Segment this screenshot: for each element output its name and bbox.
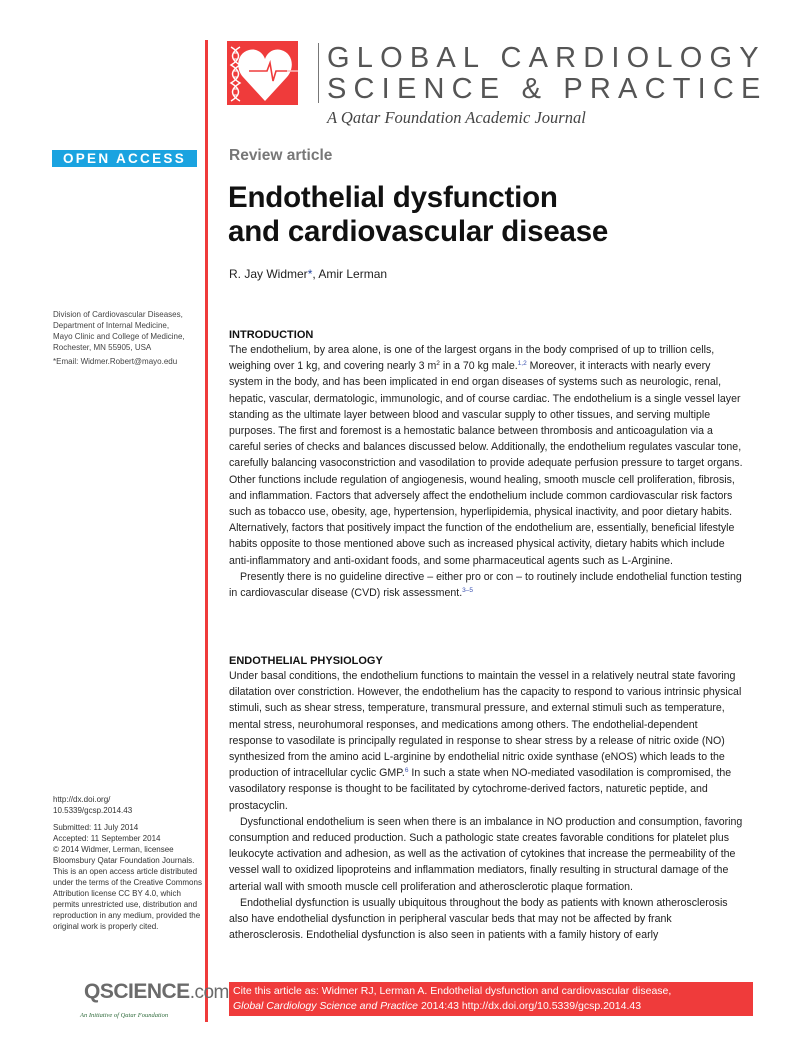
- author-list: [229, 267, 387, 281]
- corresponding-email[interactable]: *Email: Widmer.Robert@mayo.edu: [53, 357, 178, 366]
- text-run: Presently there is no guideline directive – either pro or con – to routinely include endothelial function testing in cardiovascular disease (CVD) risk assessment.: [229, 570, 742, 600]
- text-run: In such a state when NO-mediated vasodilation is compromised, the vasodilatory response is thought to be facilitated by cytochrome-derived factors, naturetic peptide, and prostacyclin.: [229, 767, 732, 812]
- doi-line2[interactable]: 10.5339/gcsp.2014.43: [53, 806, 133, 815]
- text-run: Moreover, it interacts with nearly every system in the body, and has been implicated in end organ diseases of systems such as neurologic, renal, hepatic, vascular, dermatologic, immunologic, and of course cardiac. The endothelium is a single vessel layer standing as the ultimate layer between blood and vascular supply to other tissues, and serving multiple purposes. The first and foremost is a hemostatic balance between thrombosis and anticoagulation via a careful series of checks and balances discussed below. Additionally, the endothelium regulates vascular tone, carefully balancing vasoconstriction and vasodilation to provide adequate perfusion pressure to target organs. Other functions include regulation of angiogenesis, wound healing, smooth muscle cell proliferation, fibrosis, and inflammation. Factors that adversely affect the endothelium include common cardiovascular risk factors such as tobacco use, obesity, age, hypertension, hyperlipidemia, physical inactivity, and poor dietary habits. Alternatively, factors that positively impact the function of the endothelium are, essentially, beneficial lifestyle habits opposite to those mentioned above such as increased physical activity, dietary habits which include anti-inflammatory and anti-oxidant foods, and some pharmaceutical agents such as L-Arginine.: [229, 360, 743, 567]
- citation-volume: 2014:43: [418, 1000, 462, 1012]
- author-affiliation: [53, 309, 203, 367]
- column-divider-line: [205, 40, 208, 1022]
- citation-doi-link[interactable]: http://dx.doi.org/10.5339/gcsp.2014.43: [461, 1000, 642, 1012]
- doi-link[interactable]: [53, 794, 203, 816]
- qscience-logo-domain: .com: [189, 982, 229, 1003]
- license-text: © 2014 Widmer, Lerman, licensee Bloomsbury Qatar Foundation Journals. This is an open access article distributed under the terms of the Creative Commons Attribution license CC BY 4.0, which permits unrestricted use, distribution and reproduction in any medium, provided the original work is properly cited.: [53, 845, 202, 931]
- paragraph: [229, 342, 744, 569]
- journal-name-line1: GLOBAL CARDIOLOGY: [327, 42, 766, 74]
- logo-divider: [318, 43, 319, 103]
- citation-line1: Cite this article as: Widmer RJ, Lerman A. Endothelial dysfunction and cardiovascular disease,: [233, 985, 672, 997]
- section-heading: ENDOTHELIAL PHYSIOLOGY: [229, 655, 383, 667]
- author-name: R. Jay Widmer: [229, 267, 308, 281]
- author-separator: ,: [312, 267, 319, 281]
- text-run: Under basal conditions, the endothelium functions to maintain the vessel in a relatively neutral state favoring dilatation over constriction. However, the endothelium has the capacity to respond to various intrinsic physical stimuli, such as shear stress, temperature, transmural pressure, and external stimuli such as temperature, mental stress, neurohumoral responses, and medications among others. The endothelial-dependent response to vasodilate is principally regulated in response to shear stress by a release of nitric oxide (NO) synthesized from the amino acid L-arginine by endothelial nitric oxide synthase (eNOS) which leads to the production of intracellular cyclic GMP.: [229, 670, 742, 780]
- title-line2: and cardiovascular disease: [228, 215, 609, 248]
- affiliation-line: Division of Cardiovascular Diseases,: [53, 310, 183, 319]
- title-line1: Endothelial dysfunction: [228, 181, 558, 214]
- citation-line2: [233, 999, 749, 1014]
- qscience-logo: [84, 980, 229, 1004]
- heart-ecg-dna-icon: [227, 41, 298, 105]
- qscience-logo-main: QSCIENCE: [84, 980, 190, 1003]
- reference-link[interactable]: 6: [404, 767, 409, 775]
- text-run: The endothelium, by area alone, is one of the largest organs in the body comprised of up to trillion cells, weighing over 1 kg, and covering nearly 3 m: [229, 344, 715, 373]
- affiliation-line: Mayo Clinic and College of Medicine,: [53, 332, 185, 341]
- section-body: [229, 342, 744, 601]
- section-introduction: [229, 328, 744, 601]
- text-run: in a 70 kg male.: [439, 360, 518, 373]
- paragraph: [229, 668, 744, 814]
- article-title: [228, 181, 608, 249]
- section-body: [229, 668, 744, 943]
- submitted-date: Submitted: 11 July 2014: [53, 823, 139, 832]
- reference-link[interactable]: 3–5: [462, 587, 473, 595]
- journal-logo: [227, 41, 768, 131]
- citation-box: [229, 982, 753, 1016]
- article-metadata: [53, 794, 203, 932]
- affiliation-line: Department of Internal Medicine,: [53, 321, 170, 330]
- article-type: Review article: [229, 147, 333, 164]
- open-access-badge: OPEN ACCESS: [52, 150, 197, 167]
- section-heading: INTRODUCTION: [229, 329, 314, 341]
- section-endothelial-physiology: [229, 654, 744, 943]
- author-name: Amir Lerman: [318, 267, 388, 281]
- journal-tagline: A Qatar Foundation Academic Journal: [327, 108, 586, 127]
- journal-name-line2: SCIENCE & PRACTICE: [327, 73, 768, 105]
- citation-journal: Global Cardiology Science and Practice: [233, 1000, 419, 1012]
- superscript: 2: [436, 360, 440, 368]
- affiliation-line: Rochester, MN 55905, USA: [53, 343, 152, 352]
- reference-link[interactable]: 1,2: [517, 360, 527, 368]
- corresponding-author-mark[interactable]: *: [307, 267, 313, 281]
- paragraph: Dysfunctional endothelium is seen when there is an imbalance in NO production and consumption, favoring consumption and reduced production. Such a pathologic state creates favorable conditions for platelet plus leukocyte activation and adhesion, as well as the activation of cytokines that increase the permeability of the vessel wall to oxidized lipoproteins and inflammation mediators, finally resulting in structural damage of the arterial wall with smooth muscle cell proliferation and atherosclerotic plaque formation.: [229, 815, 743, 893]
- accepted-date: Accepted: 11 September 2014: [53, 834, 161, 843]
- doi-line1[interactable]: http://dx.doi.org/: [53, 795, 111, 804]
- paragraph: [229, 569, 744, 601]
- paragraph: Endothelial dysfunction is usually ubiquitous throughout the body as patients with known atherosclerosis also have endothelial dysfunction in peripheral vascular beds that may not be affected by frank atherosclerosis. Endothelial dysfunction is also seen in patients with a family history of early: [229, 896, 728, 942]
- publisher-tagline: An Initiative of Qatar Foundation: [80, 1012, 169, 1019]
